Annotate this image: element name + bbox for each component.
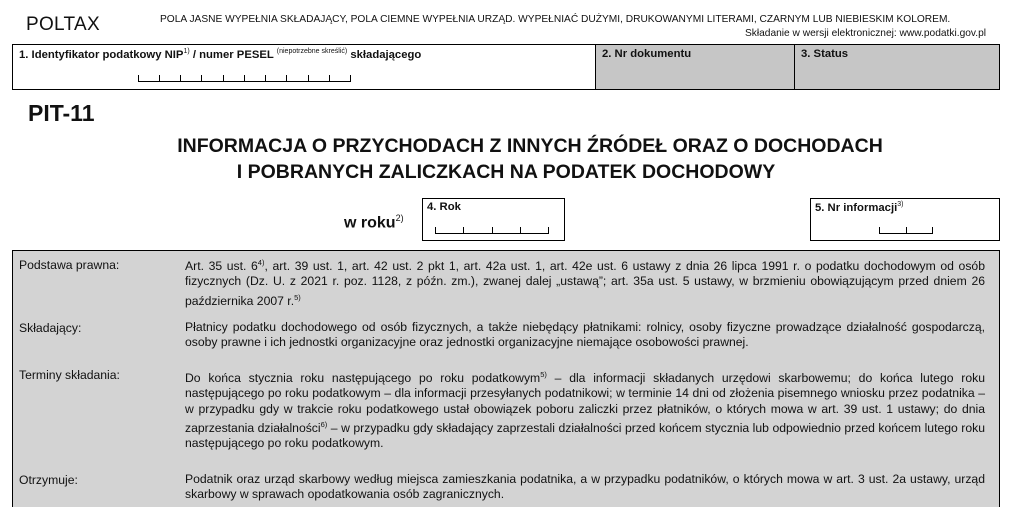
year-label: w roku$^{2)}$	[344, 213, 404, 232]
year-digit-ticks	[435, 225, 549, 234]
recipient-label: Otrzymuje:	[19, 473, 78, 487]
field-document-number-label: 2. Nr dokumentu	[602, 48, 692, 60]
deadlines-label: Terminy składania:	[19, 368, 120, 382]
field-info-number[interactable]	[810, 198, 1000, 241]
legal-basis-label: Podstawa prawna:	[19, 258, 120, 272]
submitter-text: Płatnicy podatku dochodowego od osób fizycznych, a także niebędący płatnikami: rolnicy, osoby fizyczne prowadzące działalność gospodarczą, osoby prawne i ich jednostki organizacyjne oraz jednostki organizacyjne niemające osobowości prawnej.	[185, 320, 985, 350]
field-document-number	[596, 45, 795, 89]
form-title-line2: I POBRANYCH ZALICZKACH NA PODATEK DOCHODOWY	[236, 161, 776, 183]
info-number-ticks	[879, 225, 933, 234]
identification-row	[12, 44, 1000, 90]
form-information-section	[12, 250, 1000, 507]
form-title-line1: INFORMACJA O PRZYCHODACH Z INNYCH ŹRÓDEŁ ORAZ O DOCHODACH	[177, 135, 883, 157]
deadlines-text: Do końca stycznia roku następującego po roku podatkowym$^{5)}$ – dla informacji składanych urzędowi skarbowemu; do końca lutego roku następującego po roku podatkowym – dla informacji przesyłanych podatnikowi; w terminie 14 dni od złożenia pisemnego wniosku przez podatnika – w przypadku gdy w trakcie roku podatkowego ustał obowiązek poboru zaliczki przez płatników, o których mowa w art. 39 ust. 1 ustawy; do dnia zaprzestania działalności$^{6)}$ – w przypadku gdy składający zaprzestali działalności przed końcem stycznia lub odpowiednio przed końcem lutego roku następującego po roku podatkowym.	[185, 370, 986, 451]
submitter-label: Składający:	[19, 321, 82, 335]
electronic-submission-note: Składanie w wersji elektronicznej: www.podatki.gov.pl	[744, 28, 986, 39]
form-code: PIT-11	[28, 100, 95, 126]
legal-basis-text: Art. 35 ust. 6$^{4)}$, art. 39 ust. 1, art. 42 ust. 2 pkt 1, art. 42a ust. 1, art. 42e ust. 6 ustawy z dnia 26 lipca 1991 r. o podatku dochodowym od osób fizycznych (Dz. U. z 2021 r. poz. 1128, z późn. zm.), zwanej dalej „ustawą”; art. 35a ust. 5 ustawy, w brzmieniu obowiązującym przed dniem 26 października 2007 r.$^{5)}$	[185, 258, 985, 308]
field-year-label: 4. Rok	[427, 201, 461, 213]
field-status-label: 3. Status	[801, 48, 849, 60]
field-nip-pesel[interactable]	[13, 45, 596, 89]
poltax-logo: POLTAX	[26, 14, 100, 35]
field-info-number-label: 5. Nr informacji$^{3)}$	[815, 201, 904, 214]
field-year[interactable]	[422, 198, 565, 241]
field-nip-pesel-label: 1. Identyfikator podatkowy NIP$^{1)}$ / numer PESEL $^{(niepotrzebne skreślić)}$ składającego	[19, 48, 422, 61]
nip-digit-ticks	[138, 73, 351, 82]
field-status	[795, 45, 999, 89]
recipient-text: Podatnik oraz urząd skarbowy według miejsca zamieszkania podatnika, a w przypadku podatników, o których mowa w art. 3 ust. 2a ustawy, urząd skarbowy w sprawach opodatkowania osób zagranicznych.	[185, 472, 985, 502]
fill-instructions: POLA JASNE WYPEŁNIA SKŁADAJĄCY, POLA CIEMNE WYPEŁNIA URZĄD. WYPEŁNIAĆ DUŻYMI, DRUKOWANYMI LITERAMI, CZARNYM LUB NIEBIESKIM KOLOREM.	[160, 14, 951, 25]
